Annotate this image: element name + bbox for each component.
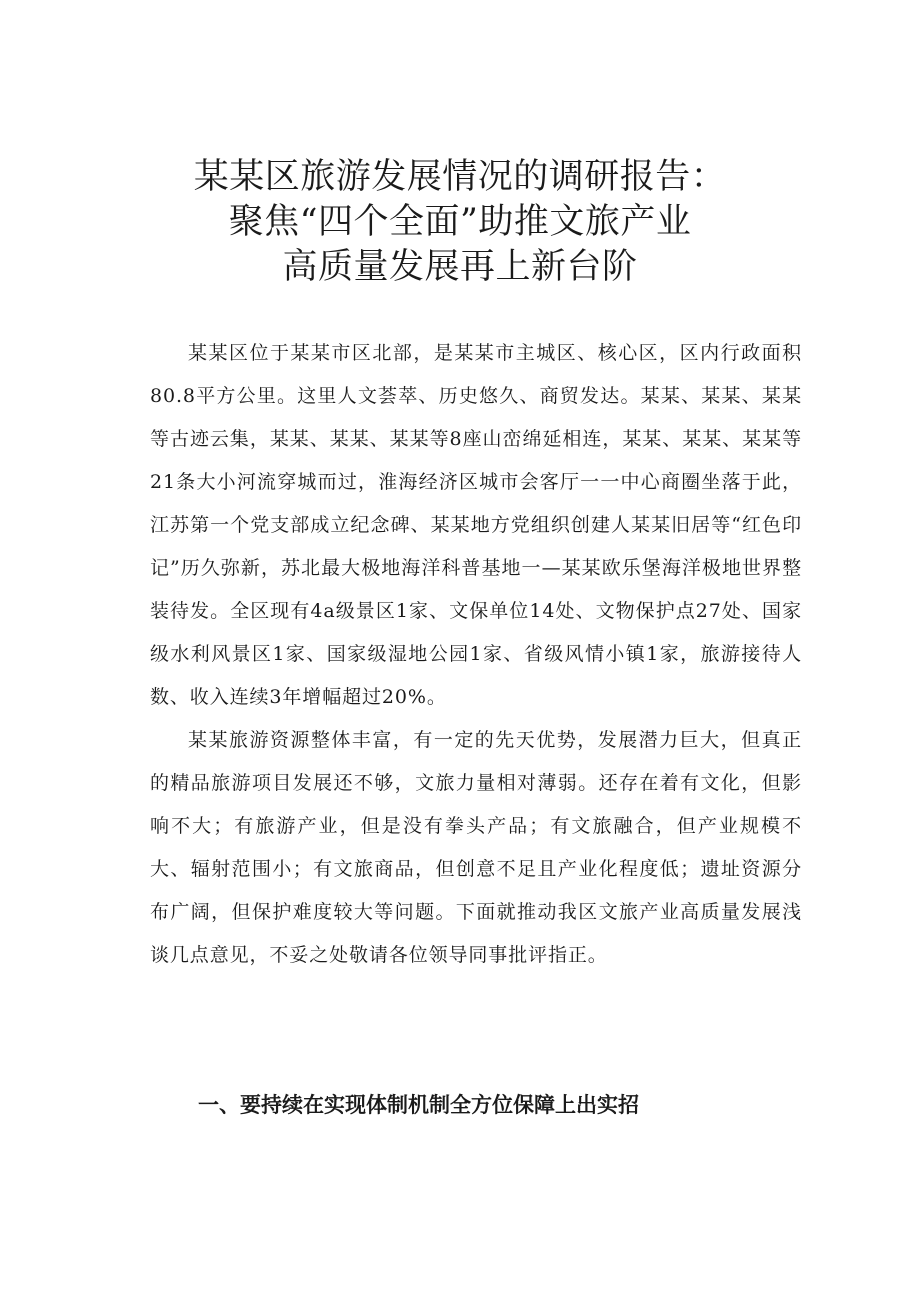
title-line-3: 高质量发展再上新台阶: [282, 247, 638, 287]
section-heading-1: 一、要持续在实现体制机制全方位保障上出实招: [198, 1093, 639, 1117]
title-line-2: 聚焦“四个全面”助推文旅产业: [228, 202, 692, 242]
paragraph-1: 某某区位于某某市区北部，是某某市主城区、核心区，区内行政面积80.8平方公里。这里人文荟萃、历史悠久、商贸发达。某某、某某、某某等古迹云集，某某、某某、某某等8座山峦绵延相连，某某、某某、某某等21条大小河流穿城而过，淮海经济区城市会客厅一一中心商圈坐落于此，江苏第一个党支部成立纪念碑、某某地方党组织创建人某某旧居等“红色印记”历久弥新，苏北最大极地海洋科普基地一—某某欧乐堡海洋极地世界整装待发。全区现有4a级景区1家、文保单位14处、文物保护点27处、国家级水利风景区1家、国家级湿地公园1家、省级风情小镇1家，旅游接待人数、收入连续3年增幅超过20%。: [150, 342, 802, 708]
title-line-1: 某某区旅游发展情况的调研报告：: [193, 157, 727, 197]
paragraph-2: 某某旅游资源整体丰富，有一定的先天优势，发展潜力巨大，但真正的精品旅游项目发展还不够，文旅力量相对薄弱。还存在着有文化，但影响不大；有旅游产业，但是没有拳头产品；有文旅融合，但产业规模不大、辐射范围小；有文旅商品，但创意不足且产业化程度低；遗址资源分布广阔，但保护难度较大等问题。下面就推动我区文旅产业高质量发展浅谈几点意见，不妥之处敬请各位领导同事批评指正。: [150, 729, 802, 966]
document-body: [150, 332, 802, 977]
document-title: [0, 155, 920, 290]
